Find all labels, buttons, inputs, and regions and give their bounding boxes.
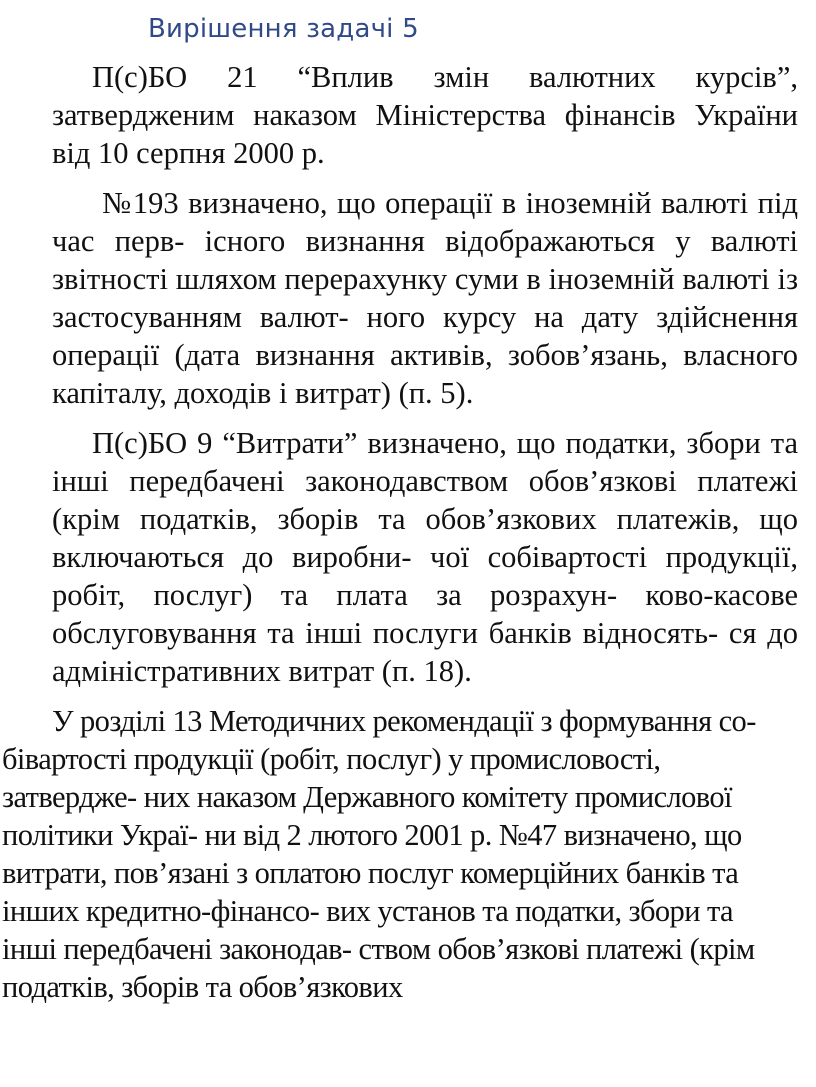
slide-title: Вирішення задачі 5 (148, 14, 419, 44)
paragraph-psbo-21: П(с)БО 21 “Вплив змін валютних курсів”, затвердженим наказом Міністерства фінансів України від 10 серпня 2000 р. (52, 60, 798, 170)
paragraph-section-13: У розділі 13 Методичних рекомендації з формування со- бівартості продукції (робіт, послуг) у промисловості, затвердже- них наказом Державного комітету промислової політики Украї- ни від 2 лютого 2001 р. №47 визначено, що витрати, пов’язані з оплатою послуг комерційних банків та інших кредитно-фінансо- вих установ та податки, збори та інші передбачені законодав- ством обов’язкові платежі (крім податків, зборів та обов’язкових (2, 704, 756, 1004)
paragraph-psbo-9: П(с)БО 9 “Витрати” визначено, що податки, збори та інші передбачені законодавством обов’язкові платежі (крім податків, зборів та обов’язкових платежів, що включаються до виробни- чої собівартості продукції, робіт, послуг) та плата за розрахун- ково-касове обслуговування та інші послуги банків відносять- ся до адміністративних витрат (п. 18). (52, 426, 798, 688)
document-body (2, 58, 798, 1018)
paragraph-order-193: №193 визначено, що операції в іноземній валюті під час перв- існого визнання відображаються у валюті звітності шляхом перерахунку суми в іноземній валюті із застосуванням валют- ного курсу на дату здійснення операції (дата визнання активів, зобов’язань, власного капіталу, доходів і витрат) (п. 5). (52, 186, 798, 410)
